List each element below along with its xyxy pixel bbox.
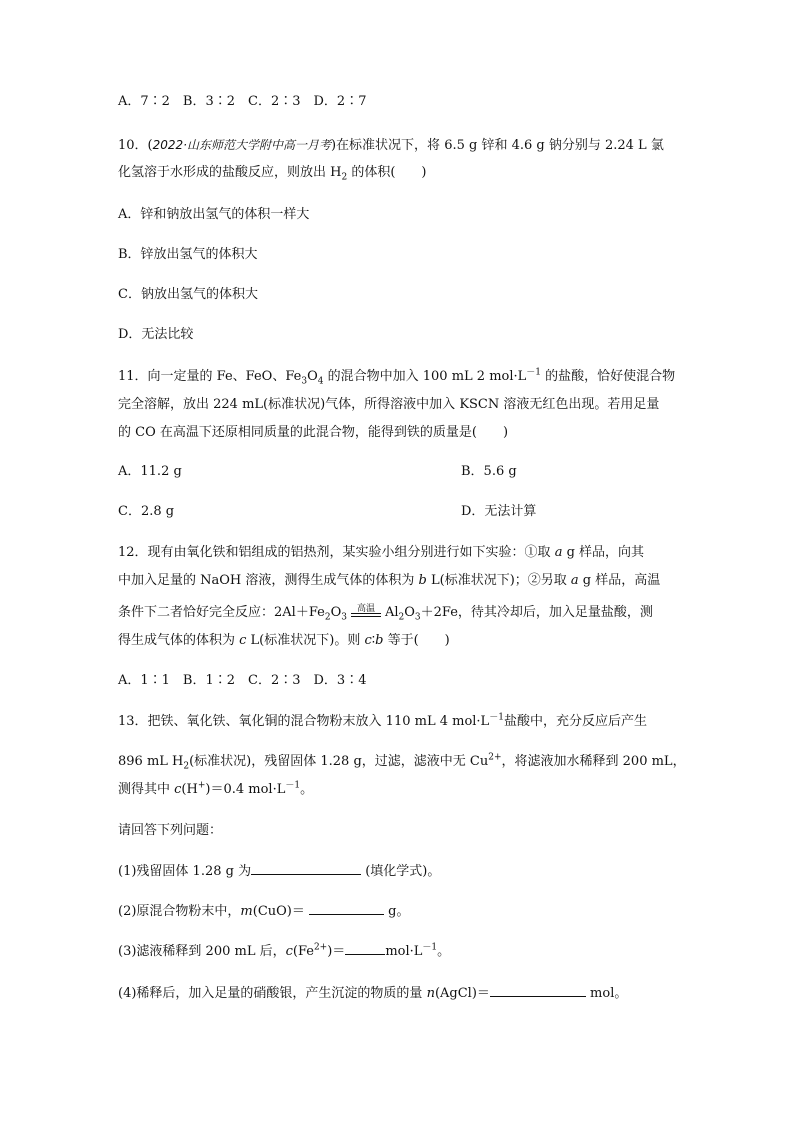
- q12-stem-4: L(标准状况下)；②另取: [426, 573, 571, 588]
- q11-options-row-2: [118, 502, 537, 522]
- q12-stem-9: 等于( ): [383, 633, 450, 648]
- q11-stem-2: O: [307, 369, 318, 384]
- variable-a: a: [554, 545, 563, 560]
- q13-part-4-text: (4)稀释后，加入足量的硝酸银，产生沉淀的物质的量: [118, 986, 427, 1001]
- q12-stem-1: 12．现有由氧化铁和铝组成的铝热剂，某实验小组分别进行如下实验：①取: [118, 545, 555, 560]
- q12-stem-8: L(标准状况下)。则: [246, 633, 365, 648]
- q11-option-b: B．5.6 g: [461, 464, 517, 479]
- q13-stem-6: 测得其中: [118, 782, 175, 797]
- q13-part-3: [118, 941, 450, 962]
- q13-stem-7: (H: [181, 782, 198, 797]
- q13-line-2: [118, 752, 686, 772]
- q13-part-2-formula: (CuO)＝: [252, 904, 310, 919]
- subscript: 2: [324, 612, 331, 623]
- q13-part-3-end: 。: [437, 944, 451, 959]
- superscript: +: [197, 780, 206, 791]
- q11-option-d: D．无法计算: [461, 504, 537, 519]
- q13-part-4-unit: mol。: [585, 986, 628, 1001]
- variable-c: c: [174, 782, 182, 797]
- q13-stem-1: 13．把铁、氧化铁、氧化铜的混合物粉末放入 110 mL 4 mol·L: [118, 714, 490, 729]
- q12-line-2: [118, 571, 660, 591]
- variable-b: b: [418, 573, 427, 588]
- superscript: －1: [489, 712, 504, 723]
- q13-line-3: [118, 780, 313, 800]
- q13-part-4: [118, 983, 627, 1004]
- q12-line-1: [118, 543, 644, 563]
- q13-part-1-hint: (填化学式)。: [361, 864, 441, 879]
- q13-stem-2: 盐酸中，充分反应后产生: [503, 714, 647, 729]
- q9-options: A．7∶2 B．3∶2 C．2∶3 D．2∶7: [118, 94, 367, 109]
- q12-stem-6: ＋2Fe，待其冷却后，加入足量盐酸，测: [420, 605, 653, 620]
- q13-stem-3: 896 mL H: [118, 754, 184, 769]
- answer-blank-2[interactable]: [309, 901, 384, 915]
- q13-part-1-text: (1)残留固体 1.28 g 为: [118, 864, 252, 879]
- q13-part-4-formula: (AgCl)＝: [434, 986, 490, 1001]
- q10-stem-2: 化氢溶于水形成的盐酸反应，则放出 H: [118, 165, 342, 180]
- subscript: 2: [398, 612, 405, 623]
- q10-source: 2022·山东师范大学附中高一月考: [152, 138, 331, 152]
- superscript: 2+: [488, 752, 502, 763]
- q11-line-1: [118, 367, 675, 387]
- q13-stem-8: )＝0.4 mol·L: [205, 782, 286, 797]
- q10-option-a: A．锌和钠放出氢气的体积一样大: [118, 207, 310, 222]
- variable-c: c: [364, 633, 372, 648]
- subscript: 4: [317, 376, 324, 387]
- q10-option-d: D．无法比较: [118, 327, 194, 342]
- q12-equation-4: O: [404, 605, 415, 620]
- ratio-sign: ∶: [371, 633, 376, 648]
- q11-stem-3: 的混合物中加入 100 mL 2 mol·L: [323, 369, 527, 384]
- q13-part-3-equals: )＝: [327, 944, 346, 959]
- q13-part-2: [118, 901, 409, 922]
- superscript: －1: [422, 942, 438, 953]
- q13-part-3-formula: (Fe: [292, 944, 314, 959]
- q13-prompt: 请回答下列问题：: [118, 823, 223, 838]
- q11-options-row-1: [118, 462, 517, 482]
- q10-line-2: [118, 163, 427, 183]
- reaction-arrow: [351, 605, 381, 621]
- q13-part-2-unit: g。: [384, 904, 410, 919]
- q10-number: 10．(: [118, 138, 153, 153]
- q12-equation-1: 条件下二者恰好完全反应：2Al＋Fe: [118, 605, 325, 620]
- q13-stem-9: 。: [300, 782, 314, 797]
- q11-option-c: C．2.8 g: [118, 504, 175, 519]
- q12-line-4: [118, 631, 450, 651]
- subscript: 3: [301, 376, 308, 387]
- answer-blank-1[interactable]: [251, 861, 361, 875]
- q12-stem-2: g 样品，向其: [562, 545, 645, 560]
- q12-options: A．1∶1 B．1∶2 C．2∶3 D．3∶4: [118, 673, 367, 688]
- q11-stem-4: 的盐酸，恰好使混合物: [541, 369, 676, 384]
- q10-option-b: B．锌放出氢气的体积大: [118, 247, 258, 262]
- q10-stem-1: )在标准状况下，将 6.5 g 锌和 4.6 g 钠分别与 2.24 L 氯: [330, 138, 664, 153]
- q13-part-1: [118, 861, 440, 882]
- subscript: 2: [183, 761, 190, 772]
- q12-line-3: [118, 603, 653, 623]
- superscript: 2+: [313, 942, 328, 953]
- subscript: 3: [414, 612, 421, 623]
- superscript: －1: [285, 780, 301, 791]
- q11-option-a: A．11.2 g: [118, 464, 182, 479]
- q12-stem-7: 得生成气体的体积为: [118, 633, 240, 648]
- q13-line-1: [118, 712, 647, 732]
- q13-part-3-unit: mol·L: [385, 944, 423, 959]
- q13-stem-5: ，将滤液加水稀释到 200 mL，: [501, 754, 686, 769]
- q13-part-2-text: (2)原混合物粉末中，: [118, 904, 241, 919]
- q10-line-1: [118, 135, 664, 156]
- q13-part-3-text: (3)滤液稀释到 200 mL 后，: [118, 944, 286, 959]
- superscript: －1: [526, 367, 542, 378]
- q11-stem-1: 11．向一定量的 Fe、FeO、Fe: [118, 369, 302, 384]
- q10-option-c: C．钠放出氢气的体积大: [118, 287, 258, 302]
- answer-blank-3[interactable]: [345, 941, 385, 955]
- subscript: 2: [341, 172, 348, 183]
- reaction-condition: 高温: [356, 603, 375, 614]
- variable-m: m: [240, 904, 253, 919]
- subscript: 3: [341, 612, 347, 623]
- q11-line-3: 的 CO 在高温下还原相同质量的此混合物，能得到铁的质量是( ): [118, 425, 509, 440]
- variable-c: c: [239, 633, 247, 648]
- answer-blank-4[interactable]: [490, 983, 586, 997]
- q12-stem-3: 中加入足量的 NaOH 溶液，测得生成气体的体积为: [118, 573, 419, 588]
- q11-line-2: 完全溶解，放出 224 mL(标准状况)气体，所得溶液中加入 KSCN 溶液无红色出现。若用足量: [118, 397, 660, 412]
- q12-equation-3: Al: [384, 605, 399, 620]
- variable-b: b: [375, 633, 384, 648]
- q13-stem-4: (标准状况)，残留固体 1.28 g，过滤，滤液中无 Cu: [189, 754, 489, 769]
- variable-c: c: [285, 944, 293, 959]
- q10-stem-3: 的体积( ): [347, 165, 427, 180]
- variable-a: a: [570, 573, 579, 588]
- q12-equation-2: O: [330, 605, 342, 620]
- variable-n: n: [426, 986, 435, 1001]
- q12-stem-5: g 样品，高温: [578, 573, 661, 588]
